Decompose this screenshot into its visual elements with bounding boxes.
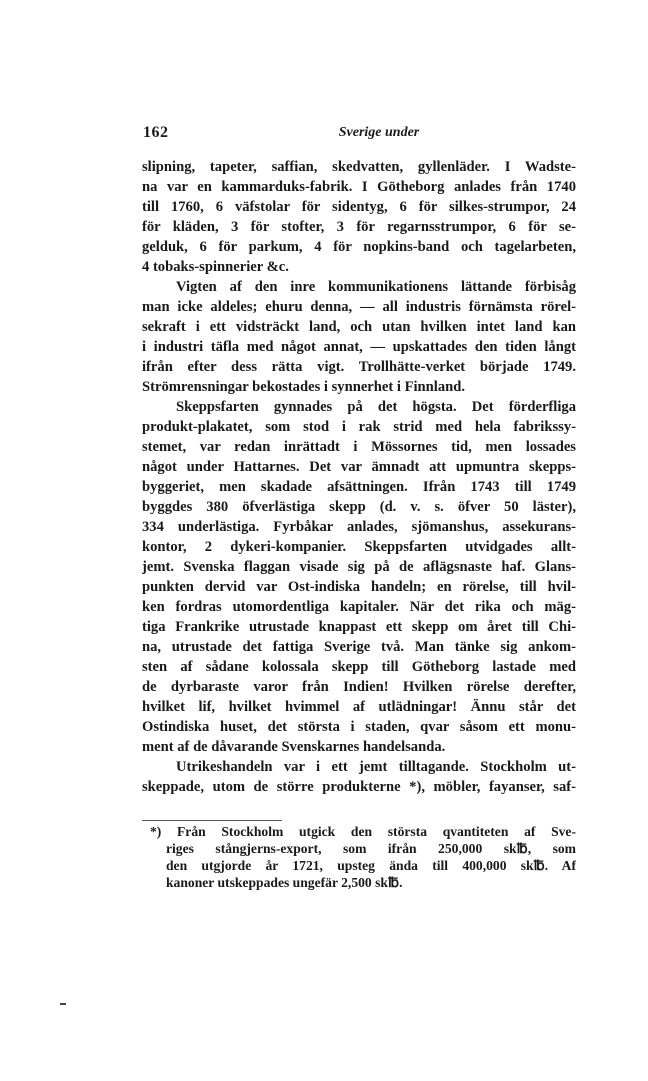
text-line: produkt-plakatet, som stod i rak strid med hela fabrikssy- [142,419,576,435]
text-line: na var en kammarduks-fabrik. I Götheborg anlades från 1740 [142,179,576,195]
text-line: Strömrensningar bekostades i synnerhet i Finnland. [142,379,466,395]
footnote-divider [142,820,282,821]
text-line: Ostindiska huset, det största i staden, qvar såsom ett monu- [142,719,576,735]
text-line: sten af sådane kolossala skepp till Götheborg lastade med [142,659,576,675]
text-line: byggdes 380 öfverlästiga skepp (d. v. s. öfver 50 läster), [142,499,576,515]
text-line: gelduk, 6 för parkum, 4 för nopkins-band och tagelarbeten, [142,239,576,255]
footnote-line: den utgjorde år 1721, upsteg ända till 400,000 sk℔. Af [166,858,576,873]
text-line: ment af de dåvarande Svenskarnes handelsanda. [142,739,446,755]
text-line: slipning, tapeter, saffian, skedvatten, gyllenläder. I Wadste- [142,159,576,175]
page-header [143,124,575,146]
text-line: till 1760, 6 väfstolar för sidentyg, 6 för silkes-strumpor, 24 [142,199,576,215]
footnote-line: riges stångjerns-export, som ifrån 250,000 sk℔, som [166,841,576,856]
footnote-line: kanoner utskeppades ungefär 2,500 sk℔. [166,875,403,890]
text-line: Utrikeshandeln var i ett jemt tilltagande. Stockholm ut- [176,759,576,775]
text-line: byggeriet, men skadade afsättningen. Ifrån 1743 till 1749 [142,479,576,495]
text-line: kontor, 2 dykeri-kompanier. Skeppsfarten utvidgades allt- [142,539,576,555]
text-line: stemet, var redan inrättadt i Mössornes tid, men lossades [142,439,576,455]
text-line: skeppade, utom de större produkterne *), möbler, fayanser, saf- [142,779,576,795]
text-line: för kläden, 3 för stofter, 3 för regarnsstrumpor, 6 för se- [142,219,576,235]
text-line: na, utrustade det fattiga Sverige två. Man tänke sig ankom- [142,639,576,655]
text-line: 334 underlästiga. Fyrbåkar anlades, sjömanshus, assekurans- [142,519,576,535]
text-line: jemt. Svenska flaggan visade sig på de afläg​snaste haf. Glans- [142,559,576,575]
text-line: man icke aldeles; ehuru denna, — all industris förnämsta rörel- [142,299,576,315]
footnote [150,823,576,891]
text-line: hvilket lif, hvilket hvimmel af utlädningar! Ännu står det [142,699,576,715]
text-line: Skeppsfarten gynnades på det högsta. Det förderfliga [176,399,576,415]
text-line: i industri täfla med något annat, — upskattades den tiden långt [142,339,576,355]
text-line: 4 tobaks-spinnerier &c. [142,259,289,275]
footnote-line: *) Från Stockholm utgick den största qvantiteten af Sve- [150,824,576,839]
text-line: något under Hattarnes. Det var ämnadt att upmuntra skepps- [142,459,576,475]
text-line: ifrån efter dess rätta vigt. Trollhätte-verket började 1749. [142,359,576,375]
text-line: ken fordras utomordentliga kapitaler. När det rika och mäg- [142,599,576,615]
stray-ink-mark [60,1003,66,1005]
text-line: tiga Frankrike utrustade knappast ett skepp om året till Chi- [142,619,576,635]
page-number: 162 [143,124,169,141]
text-line: Vigten af den inre kommunikationens lättande förbisåg [176,279,576,295]
running-head: Sverige under [338,125,420,140]
body-text [142,157,576,797]
text-line: punkten dervid var Ost-indiska handeln; en rörelse, till hvil- [142,579,576,595]
text-line: de dyrbaraste varor från Indien! Hvilken rörelse derefter, [142,679,576,695]
text-line: sekraft i ett vidsträckt land, och utan hvilken intet land kan [142,319,576,335]
